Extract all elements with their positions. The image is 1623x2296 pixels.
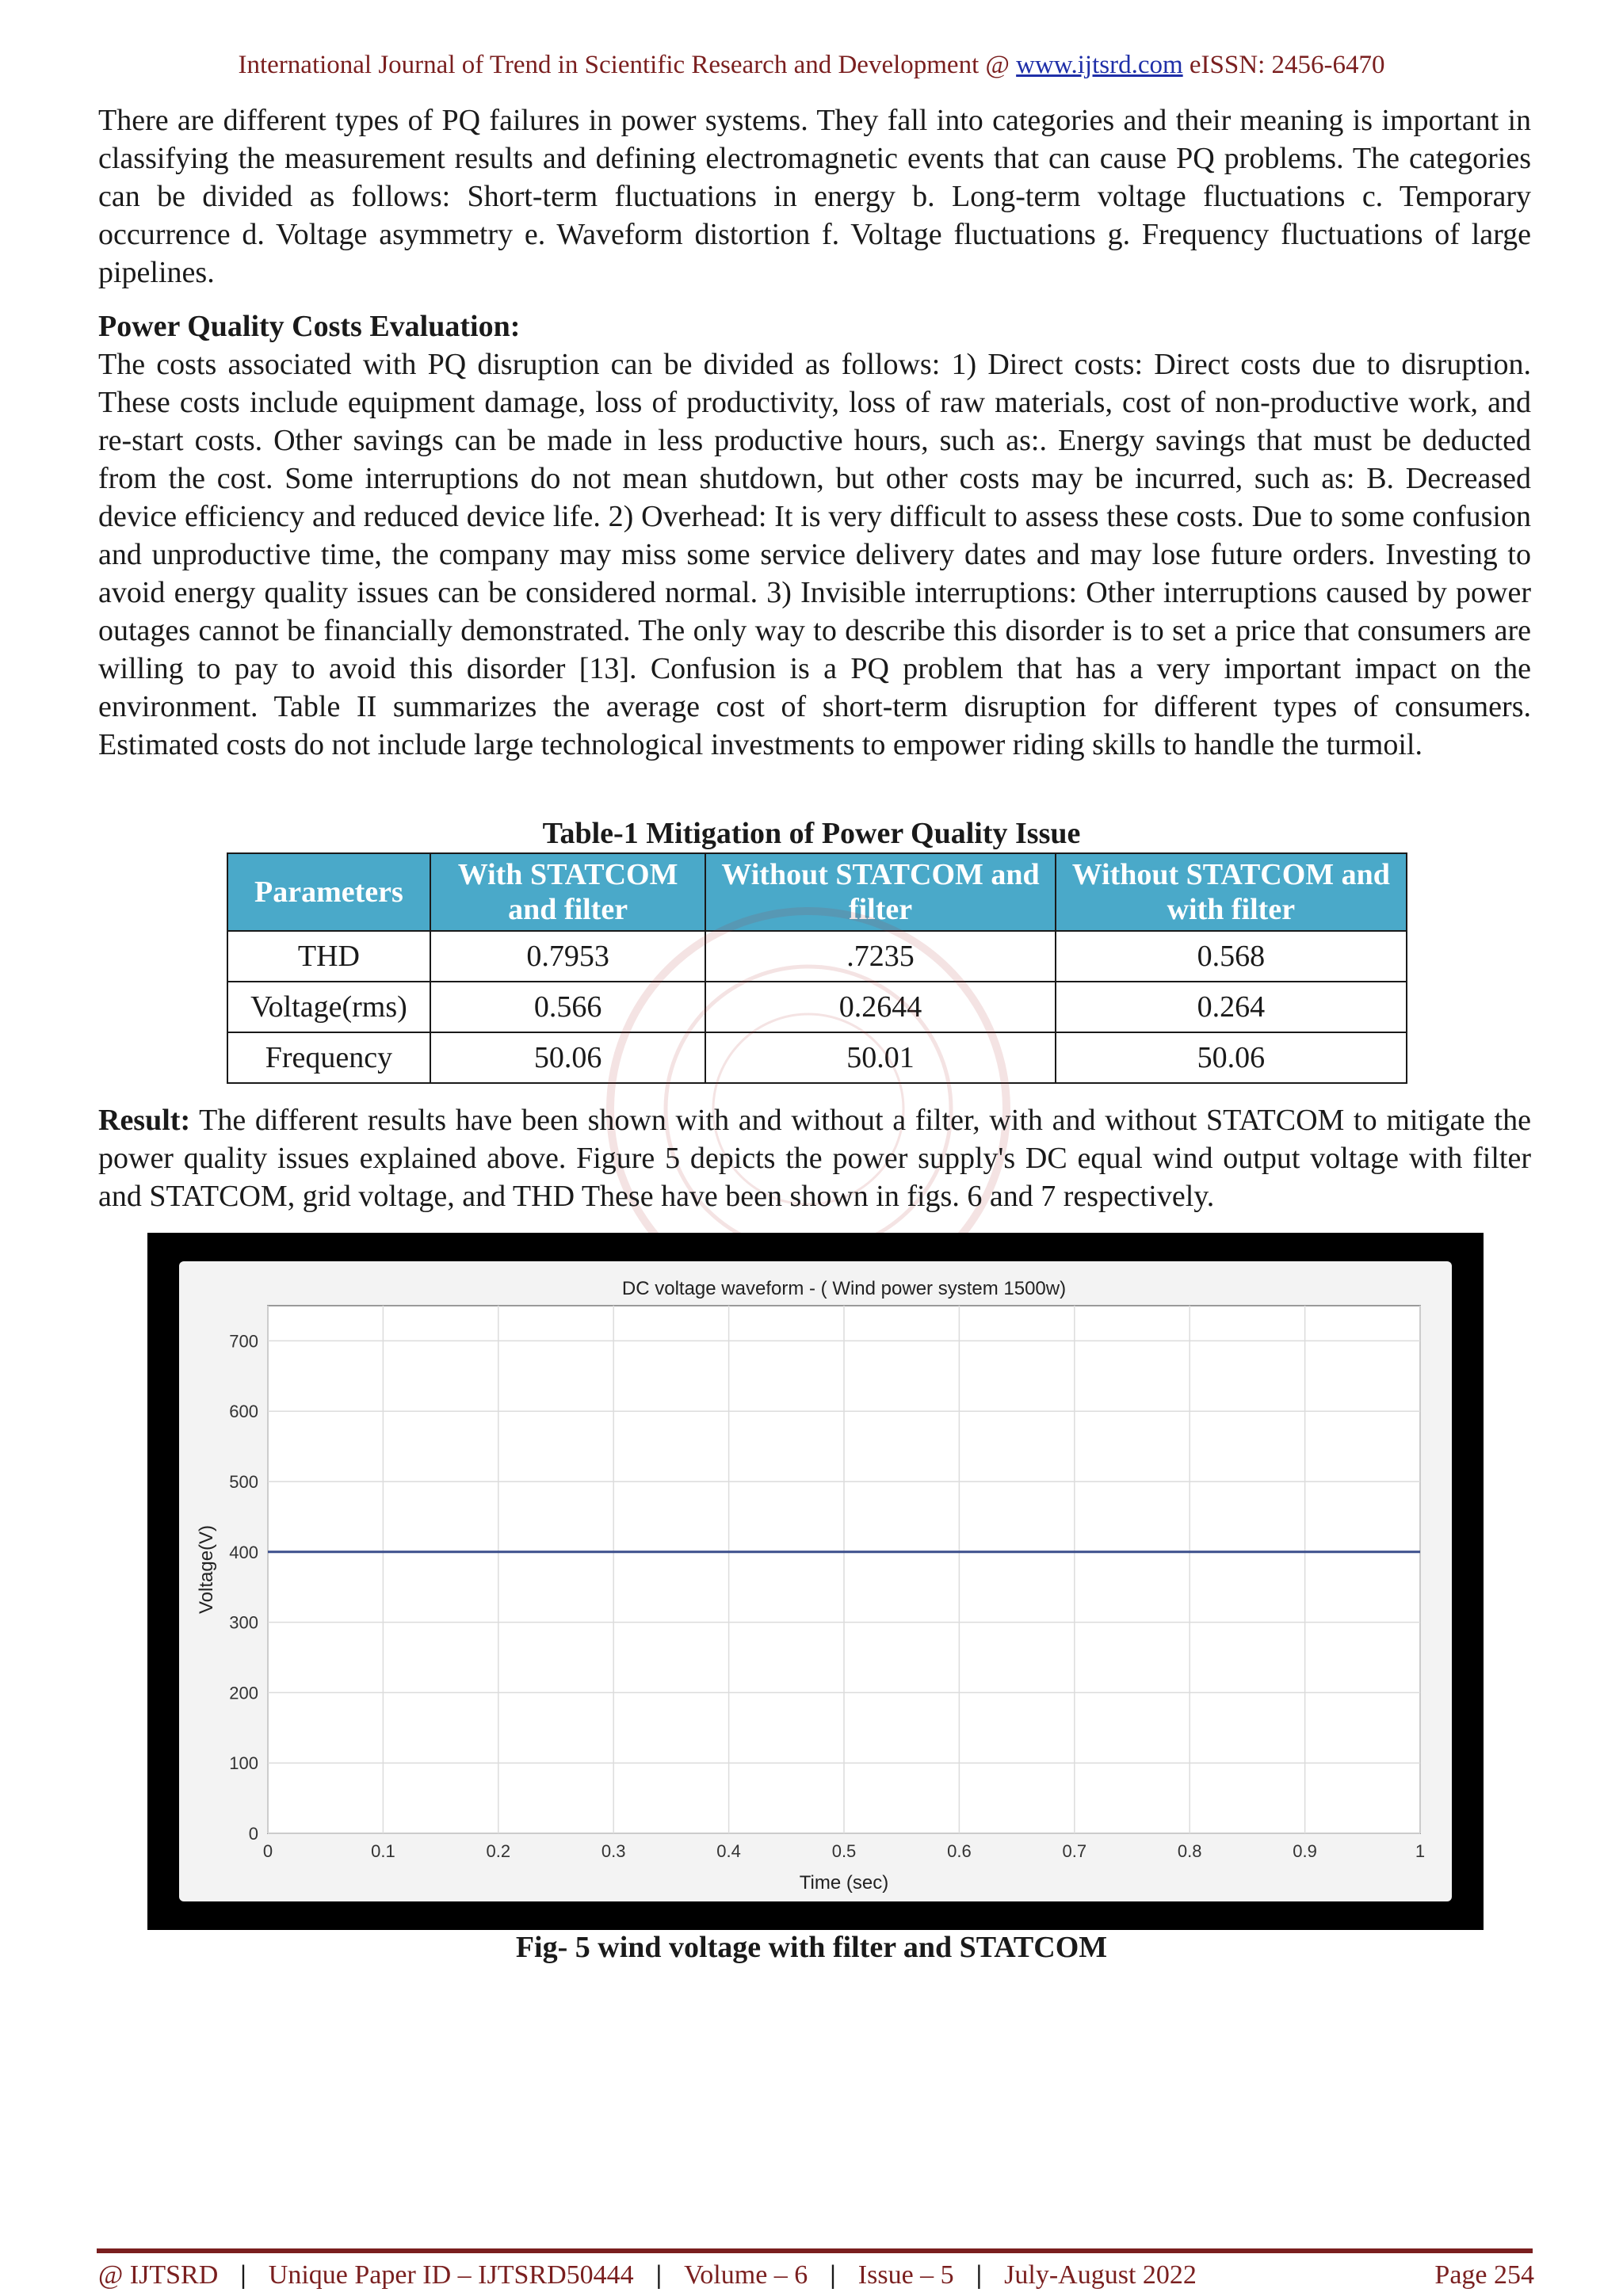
chart-title: DC voltage waveform - ( Wind power system 1500w) <box>621 1278 1067 1299</box>
y-tick-label: 600 <box>229 1402 258 1422</box>
x-tick-label: 0.2 <box>486 1841 511 1861</box>
y-tick-label: 500 <box>229 1472 258 1492</box>
x-tick-label: 0.7 <box>1062 1841 1087 1861</box>
footer-issue: Issue – 5 <box>857 2260 954 2290</box>
figure-panel <box>179 1261 1452 1901</box>
paragraph-pq-failures: There are different types of PQ failures in power systems. They fall into categories and their meaning is important in classifying the measurement results and defining electromagnetic events that can cause PQ problems. The categories can be divided as follows: Short-term fluctuations in energy b. Long-term voltage fluctuations c. Temporary occurrence d. Voltage asymmetry e. Waveform distortion f. Voltage fluctuations g. Frequency fluctuations of large pipelines. <box>98 104 1531 289</box>
dc-voltage-chart <box>179 1261 1452 1901</box>
x-axis-label: Time (sec) <box>799 1872 889 1894</box>
x-tick-label: 0.9 <box>1293 1841 1317 1861</box>
figure-caption: Fig- 5 wind voltage with filter and STATCOM <box>515 1931 1108 1964</box>
y-tick-label: 700 <box>229 1331 258 1352</box>
table-header-row <box>227 853 1407 931</box>
x-tick-label: 0.3 <box>601 1841 626 1861</box>
footer-separator: | <box>240 2260 246 2290</box>
header-suffix: eISSN: 2456-6470 <box>1182 51 1385 79</box>
table-row <box>227 1032 1407 1083</box>
result-label: Result: <box>98 1104 191 1137</box>
footer-volume: Volume – 6 <box>684 2260 808 2290</box>
footer-paper-id: Unique Paper ID – IJTSRD50444 <box>268 2260 634 2290</box>
table-cell: 0.566 <box>430 982 706 1032</box>
journal-header <box>0 51 1623 80</box>
footer-page-number: Page 254 <box>1434 2260 1534 2290</box>
x-tick-label: 0.5 <box>831 1841 857 1861</box>
x-tick-label: 1 <box>1415 1841 1426 1861</box>
table-cell: 0.7953 <box>430 931 706 982</box>
section-heading: Power Quality Costs Evaluation: <box>98 310 521 343</box>
header-cell: Parameters <box>227 853 430 931</box>
table-title: Table-1 Mitigation of Power Quality Issue <box>542 817 1081 850</box>
footer-divider <box>97 2248 1533 2253</box>
header-prefix: International Journal of Trend in Scientific Research and Development @ <box>238 51 1017 79</box>
footer-separator: | <box>976 2260 983 2290</box>
table-row <box>227 982 1407 1032</box>
x-tick-label: 0.8 <box>1177 1841 1202 1861</box>
x-tick-label: 0.6 <box>947 1841 972 1861</box>
table-cell: 0.2644 <box>705 982 1055 1032</box>
y-tick-label: 200 <box>229 1683 258 1703</box>
table-cell: 0.264 <box>1056 982 1407 1032</box>
table-cell: THD <box>227 931 430 982</box>
x-tick-label: 0 <box>262 1841 273 1861</box>
table-row <box>227 931 1407 982</box>
footer-date: July-August 2022 <box>1004 2260 1197 2290</box>
page-footer <box>98 2260 1534 2291</box>
footer-separator: | <box>830 2260 836 2290</box>
mitigation-table <box>227 852 1407 1084</box>
footer-journal: @ IJTSRD <box>98 2260 219 2290</box>
y-tick-label: 400 <box>229 1542 258 1562</box>
x-tick-label: 0.4 <box>716 1841 741 1861</box>
header-cell: With STATCOM and filter <box>430 853 706 931</box>
table-cell: Frequency <box>227 1032 430 1083</box>
result-paragraph <box>98 1101 1531 1215</box>
table-cell: Voltage(rms) <box>227 982 430 1032</box>
y-tick-label: 300 <box>229 1612 258 1633</box>
x-tick-label: 0.1 <box>371 1841 395 1861</box>
table-cell: 50.06 <box>430 1032 706 1083</box>
header-cell: Without STATCOM and with filter <box>1056 853 1407 931</box>
y-tick-label: 100 <box>229 1753 258 1774</box>
y-tick-label: 0 <box>248 1824 258 1844</box>
header-cell: Without STATCOM and filter <box>705 853 1055 931</box>
paragraph-pq-costs: The costs associated with PQ disruption can be divided as follows: 1) Direct costs: Direct costs due to disruption. These costs include equipment damage, loss of productivity, loss of raw materials, cost of non-productive work, and re-start costs. Other savings can be made in less productive hours, such as:. Energy savings that must be deducted from the cost. Some interruptions do not mean shutdown, but other costs may be incurred, such as: B. Decreased device efficiency and reduced device life. 2) Overhead: It is very difficult to assess these costs. Due to some confusion and unproductive time, the company may miss some service delivery dates and may lose future orders. Investing to avoid energy quality issues can be considered normal. 3) Invisible interruptions: Other interruptions caused by power outages cannot be financially demonstrated. The only way to describe this disorder is to set a price that consumers are willing to pay to avoid this disorder [13]. Confusion is a PQ problem that has a very important impact on the environment. Table II summarizes the average cost of short-term disruption for different types of consumers. Estimated costs do not include large technological investments to empower riding skills to handle the turmoil. <box>98 348 1531 761</box>
table-cell: 50.06 <box>1056 1032 1407 1083</box>
journal-url-link[interactable]: www.ijtsrd.com <box>1016 51 1183 79</box>
y-axis-label: Voltage(V) <box>196 1524 217 1615</box>
table-cell: .7235 <box>705 931 1055 982</box>
table-cell: 0.568 <box>1056 931 1407 982</box>
footer-separator: | <box>655 2260 663 2290</box>
figure-frame <box>147 1233 1484 1930</box>
result-text: The different results have been shown with and without a filter, with and without STATCOM to mitigate the power quality issues explained above. Figure 5 depicts the power supply's DC equal wind output voltage with filter and STATCOM, grid voltage, and THD These have been shown in figs. 6 and 7 respectively. <box>98 1104 1531 1213</box>
table-cell: 50.01 <box>705 1032 1055 1083</box>
